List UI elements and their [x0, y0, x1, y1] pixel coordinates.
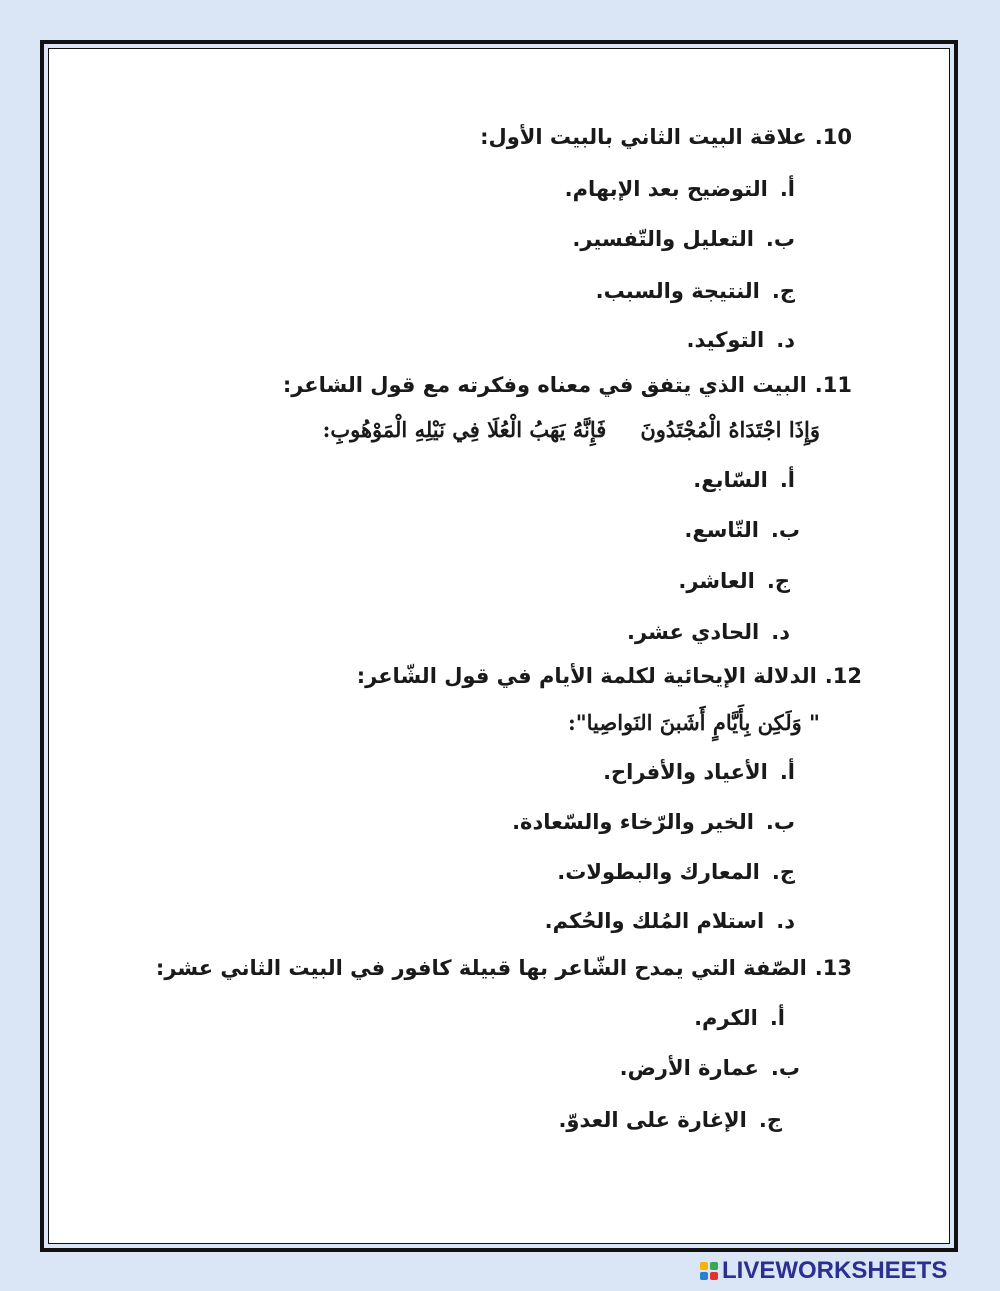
option-12-a[interactable] — [603, 757, 795, 787]
verse-first-half: وَإِذَا اجْتَدَاهُ الْمُجْتَدُونَ — [640, 417, 820, 442]
option-letter: ج. — [758, 1108, 782, 1132]
option-text: التعليل والتّفسير. — [572, 227, 754, 251]
option-11-d[interactable] — [627, 617, 790, 647]
option-text: الأعياد والأفراح. — [603, 760, 768, 784]
worksheet-page — [48, 48, 950, 1244]
option-letter: أ. — [779, 468, 795, 492]
verse-second-half: فَإِنَّهُ يَهَبُ الْعُلَا فِي نَيْلِهِ الْمَوْهُوبِ: — [322, 417, 607, 442]
question-11 — [283, 370, 852, 400]
option-11-c[interactable] — [678, 566, 790, 596]
option-letter: د. — [771, 620, 790, 644]
option-text: استلام المُلك والحُكم. — [544, 909, 765, 933]
option-letter: ج. — [766, 569, 790, 593]
option-letter: أ. — [769, 1006, 785, 1030]
question-text: الصّفة التي يمدح الشّاعر بها قبيلة كافور في البيت الثاني عشر: — [155, 956, 807, 980]
option-13-b[interactable] — [620, 1053, 800, 1083]
question-number: 11. — [814, 373, 852, 397]
option-text: العاشر. — [678, 569, 755, 593]
option-text: عمارة الأرض. — [619, 1056, 759, 1080]
question-10 — [480, 122, 852, 152]
option-text: التوكيد. — [686, 328, 765, 352]
verse-12 — [568, 708, 820, 738]
option-12-d[interactable] — [545, 906, 795, 936]
option-text: السّابع. — [693, 468, 768, 492]
option-11-b[interactable] — [684, 515, 800, 545]
option-text: الكرم. — [694, 1006, 758, 1030]
question-13 — [156, 953, 852, 983]
option-letter: د. — [776, 328, 795, 352]
option-letter: أ. — [779, 760, 795, 784]
logo-mark-icon — [700, 1262, 718, 1280]
option-letter: ج. — [771, 860, 795, 884]
option-text: التوضيح بعد الإبهام. — [564, 177, 768, 201]
option-11-a[interactable] — [693, 465, 795, 495]
option-12-b[interactable] — [512, 807, 795, 837]
logo-text: LIVEWORKSHEETS — [722, 1257, 948, 1284]
option-text: الحادي عشر. — [627, 620, 760, 644]
option-13-a[interactable] — [694, 1003, 785, 1033]
question-number: 13. — [814, 956, 852, 980]
question-number: 10. — [814, 125, 852, 149]
question-12 — [357, 661, 862, 691]
option-text: الإغارة على العدوّ. — [558, 1108, 747, 1132]
option-12-c[interactable] — [557, 857, 795, 887]
option-letter: د. — [776, 909, 795, 933]
question-text: علاقة البيت الثاني بالبيت الأول: — [480, 125, 807, 149]
option-10-d[interactable] — [687, 325, 795, 355]
option-text: التّاسع. — [684, 518, 759, 542]
option-letter: ب. — [765, 810, 795, 834]
option-letter: أ. — [779, 177, 795, 201]
verse-11 — [323, 415, 820, 445]
liveworksheets-logo[interactable] — [700, 1255, 947, 1287]
option-letter: ب. — [770, 518, 800, 542]
option-letter: ب. — [770, 1056, 800, 1080]
option-10-b[interactable] — [572, 224, 795, 254]
question-number: 12. — [824, 664, 862, 688]
option-letter: ج. — [771, 279, 795, 303]
question-text: البيت الذي يتفق في معناه وفكرته مع قول الشاعر: — [282, 373, 807, 397]
option-10-c[interactable] — [596, 276, 795, 306]
option-letter: ب. — [765, 227, 795, 251]
question-text: الدلالة الإيحائية لكلمة الأيام في قول الشّاعر: — [356, 664, 817, 688]
option-text: المعارك والبطولات. — [557, 860, 760, 884]
verse-text: " وَلَكِن بِأَيَّامٍ أَشَبنَ النَواصِيا": — [567, 710, 820, 735]
worksheet-frame — [40, 40, 958, 1252]
option-13-c[interactable] — [558, 1105, 782, 1135]
option-text: الخير والرّخاء والسّعادة. — [512, 810, 754, 834]
option-10-a[interactable] — [565, 174, 795, 204]
option-text: النتيجة والسبب. — [595, 279, 760, 303]
